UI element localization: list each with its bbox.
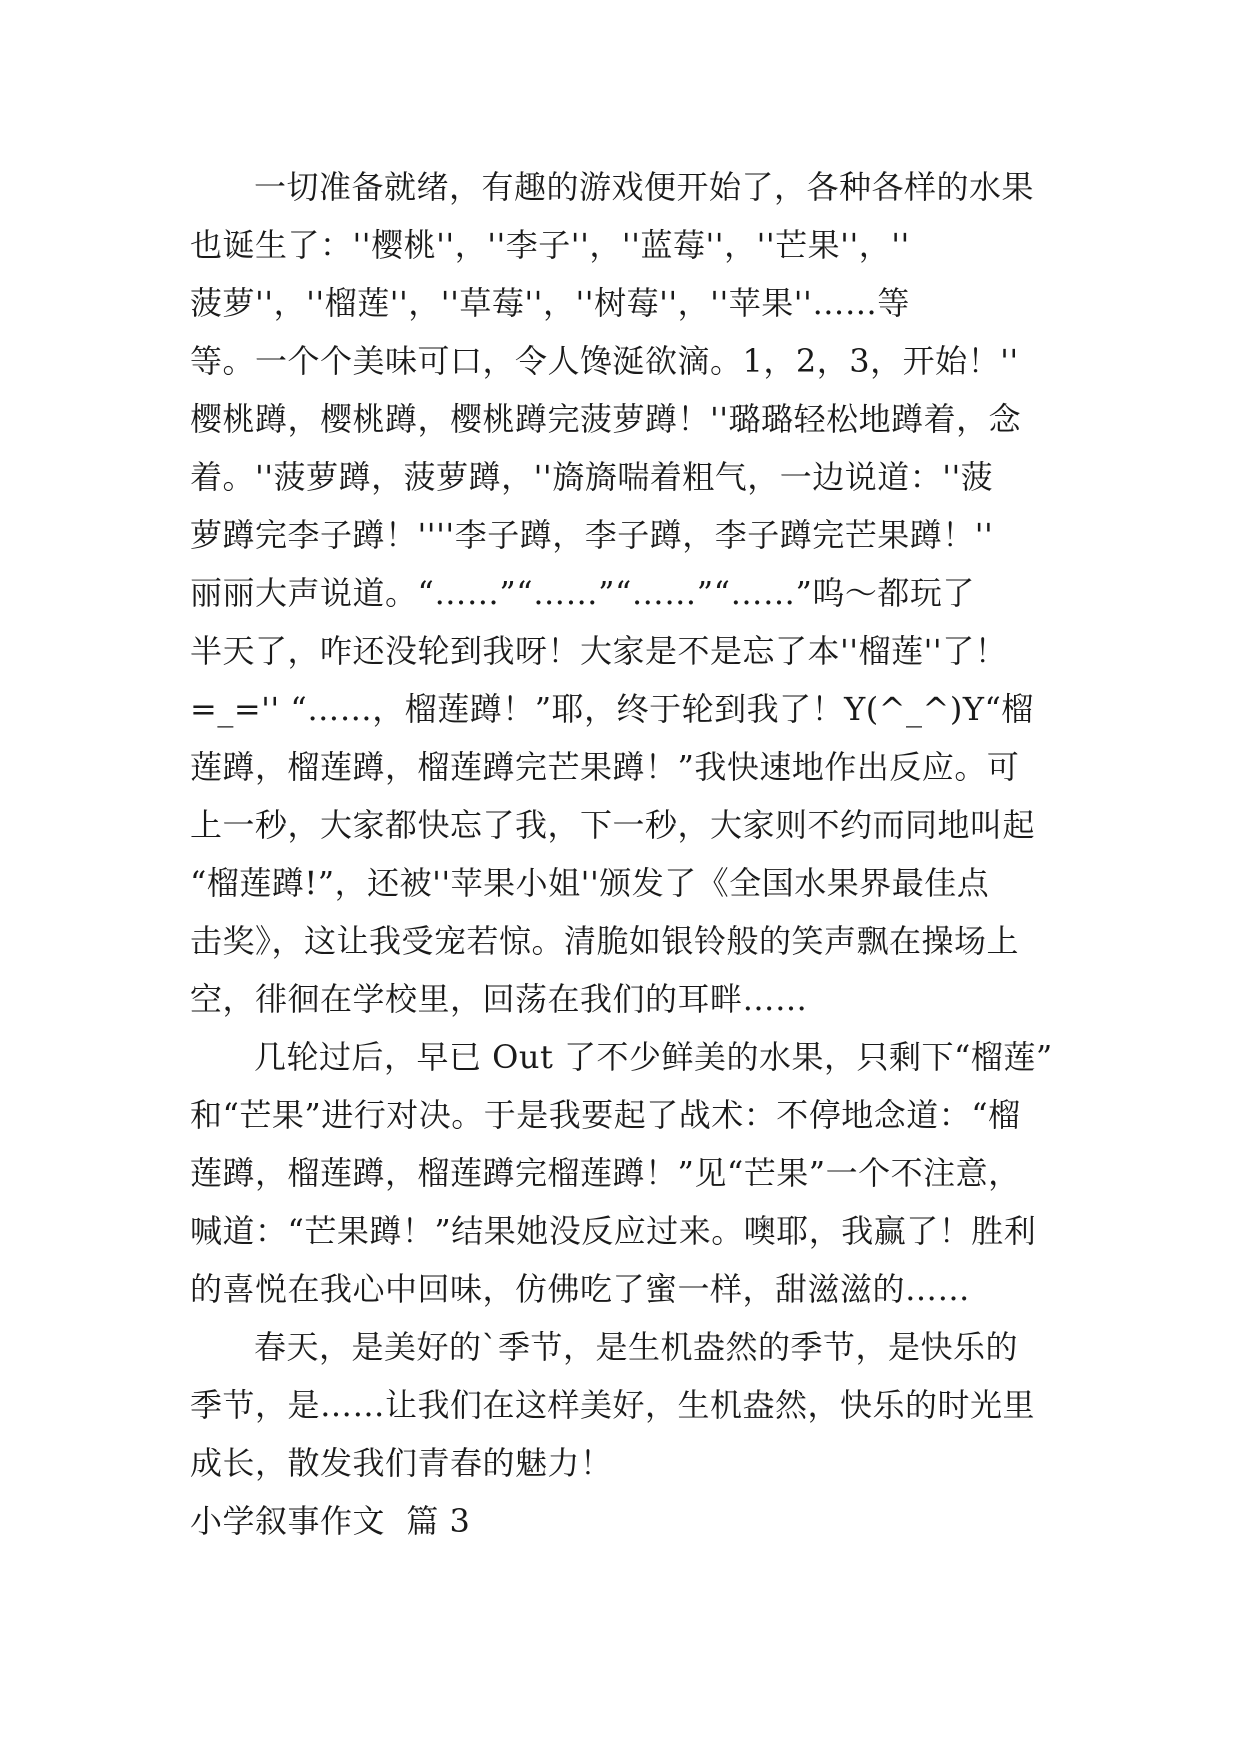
text-line: 上一秒，大家都快忘了我，下一秒，大家则不约而同地叫起 [190,806,1036,844]
text-line: 季节，是……让我们在这样美好，生机盎然，快乐的时光里 [190,1386,1036,1424]
text-line: 几轮过后，早已 Out 了不少鲜美的水果，只剩下“榴莲” [254,1038,1053,1076]
section-heading: 小学叙事作文 篇 3 [190,1502,471,1540]
text-line: 萝蹲完李子蹲！''''李子蹲，李子蹲，李子蹲完芒果蹲！'' [190,516,994,554]
text-line: 喊道：“芒果蹲！”结果她没反应过来。噢耶，我赢了！胜利 [190,1212,1037,1250]
text-line: 和“芒果”进行对决。于是我要起了战术：不停地念道：“榴 [190,1096,1021,1134]
text-line: “榴莲蹲!”，还被''苹果小姐''颁发了《全国水果界最佳点 [190,864,990,902]
paragraph-3 [190,1318,1070,1492]
text-line: 空，徘徊在学校里，回荡在我们的耳畔…… [190,980,808,1018]
text-line: 等。一个个美味可口，令人馋涎欲滴。1，2，3，开始！'' [190,342,1019,380]
text-line: 的喜悦在我心中回味，仿佛吃了蜜一样，甜滋滋的…… [190,1270,971,1308]
paragraph-2 [190,1028,1070,1318]
text-line: 击奖》，这让我受宠若惊。清脆如银铃般的笑声飘在操场上 [190,922,1020,960]
text-line: 着。''菠萝蹲，菠萝蹲，''旖旖喘着粗气，一边说道：''菠 [190,458,994,496]
text-line: 也诞生了：''樱桃''，''李子''，''蓝莓''，''芒果''，'' [190,226,910,264]
text-line: =_='' “……，榴莲蹲！”耶，终于轮到我了！Y(^_^)Y“榴 [190,690,1034,728]
text-line: 丽丽大声说道。“……”“……”“……”“……”呜～都玩了 [190,574,975,612]
text-line: 半天了，咋还没轮到我呀！大家是不是忘了本''榴莲''了！ [190,632,1008,670]
text-line: 成长，散发我们青春的魅力！ [190,1444,613,1482]
essay-text [190,158,1070,1550]
text-line: 樱桃蹲，樱桃蹲，樱桃蹲完菠萝蹲！''璐璐轻松地蹲着，念 [190,400,1022,438]
paragraph-1 [190,158,1070,1028]
text-line: 菠萝''，''榴莲''，''草莓''，''树莓''，''苹果''……等 [190,284,910,322]
text-line: 莲蹲，榴莲蹲，榴莲蹲完榴莲蹲！”见“芒果”一个不注意， [190,1154,1021,1192]
text-line: 莲蹲，榴莲蹲，榴莲蹲完芒果蹲！”我快速地作出反应。可 [190,748,1020,786]
text-line: 一切准备就绪，有趣的游戏便开始了，各种各样的水果 [254,168,1035,206]
text-line: 春天，是美好的`季节，是生机盎然的季节，是快乐的 [254,1328,1019,1366]
